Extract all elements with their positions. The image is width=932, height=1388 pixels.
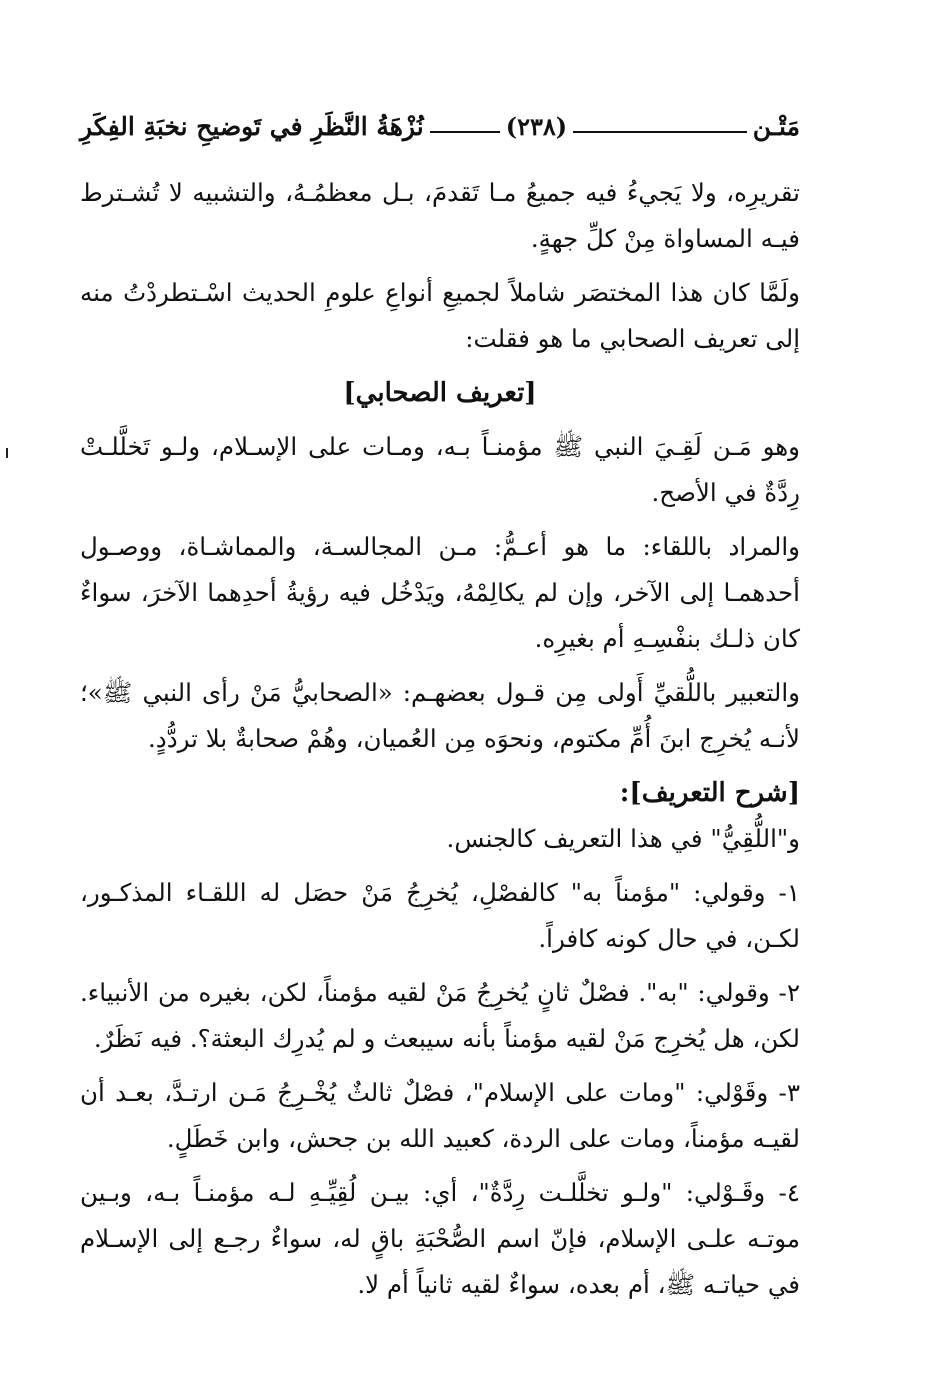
running-head-right-title: مَتْـن — [752, 111, 800, 141]
numbered-item: ٢- وقولي: "به". فصْلٌ ثانٍ يُخرِجُ مَنْ لقيه مؤمناً، لكن، بغيره من الأنبياء. لكن، هل يُخرِج مَنْ لقيه مؤمناً بأنه سيبعث و لم يُدرِك البعثة؟. فيه نَظَرٌ. — [80, 978, 800, 1053]
paragraph: والتعبير باللُّقيِّ أَولى مِن قـول بعضهـم: «الصحابيُّ مَنْ رأى النبي ﷺ»؛ لأنـه يُخرِج ابنَ أُمِّ مكتوم، ونحوَه مِن العُميان، وهُمْ صحابةٌ بلا تردُّدٍ. — [80, 678, 800, 753]
running-head — [80, 100, 800, 152]
sub-heading: [شرح التعريف]: — [619, 778, 800, 808]
numbered-item: ٣- وقَوْلي: "ومات على الإسلام"، فصْلٌ ثالثٌ يُخْـرِجُ مَـن ارتـدَّ، بعـد أن لقيـه مؤمناً، ومات على الردة، كعبيد الله بن جحش، وابن خَطَلٍ. — [80, 1078, 800, 1153]
paragraph: والمراد باللقاء: ما هو أعـمُّ: مـن المجالسـة، والمماشـاة، ووصـول أحدهمـا إلى الآخر، وإن لم يكالِمْهُ، ويَدْخُل فيه رؤيةُ أحدِهما الآخرَ، سواءٌ كان ذلـك بنفْسِـهِ أم بغيرِه. — [80, 532, 800, 653]
margin-mark — [6, 448, 8, 458]
intro-line: و"اللُّقِيُّ" في هذا التعريف كالجنس. — [446, 824, 800, 853]
page-number: (٢٣٨) — [505, 111, 568, 141]
numbered-item: ١- وقولي: "مؤمناً به" كالفصْلِ، يُخرِجُ مَنْ حصَل له اللقـاء المذكـور، لكـن، في حال كونه كافراً. — [80, 878, 800, 953]
paragraph: تقريرِه، ولا يَجيءُ فيه جميعُ مـا تَقدمَ، بـل معظمُـهُ، والتشبيه لا تُشـترط فيـه المساواة مِنْ كلِّ جهةٍ. — [80, 178, 800, 253]
paragraph: ولَمَّا كان هذا المختصَر شاملاً لجميعِ أنواعِ علومِ الحديث اسْـتطردْتُ منه إلى تعريف الصحابي ما هو فقلت: — [80, 278, 800, 353]
numbered-item: ٤- وقَـوْلي: "ولـو تخلَّلـت رِدَّةٌ"، أي: بيـن لُقِيِّـهِ لـه مؤمنـاً بـه، وبـين موتـه علـى الإسلام، فإنّ اسم الصُّحْبَةِ باقٍ له، سواءٌ رجـع إلى الإسـلام في حياتـه ﷺ، أم بعده، سواءٌ لقيه ثانياً أم لا. — [80, 1178, 800, 1299]
paragraph: وهو مَـن لَقِـيَ النبي ﷺ مؤمنـاً بـه، ومـات على الإسـلام، ولـو تَخلَّلـتْ رِدَّةٌ في الأصح. — [80, 432, 800, 507]
section-heading: [تعريف الصحابي] — [343, 378, 537, 408]
book-page — [80, 100, 800, 1316]
running-head-rule-left — [430, 131, 500, 133]
running-head-rule-right — [573, 131, 747, 133]
running-head-left-title: نُزْهَةُ النَّظَرِ في تَوضيحِ نخبَةِ الفِكَرِ — [80, 111, 424, 141]
body-text — [80, 170, 800, 1308]
